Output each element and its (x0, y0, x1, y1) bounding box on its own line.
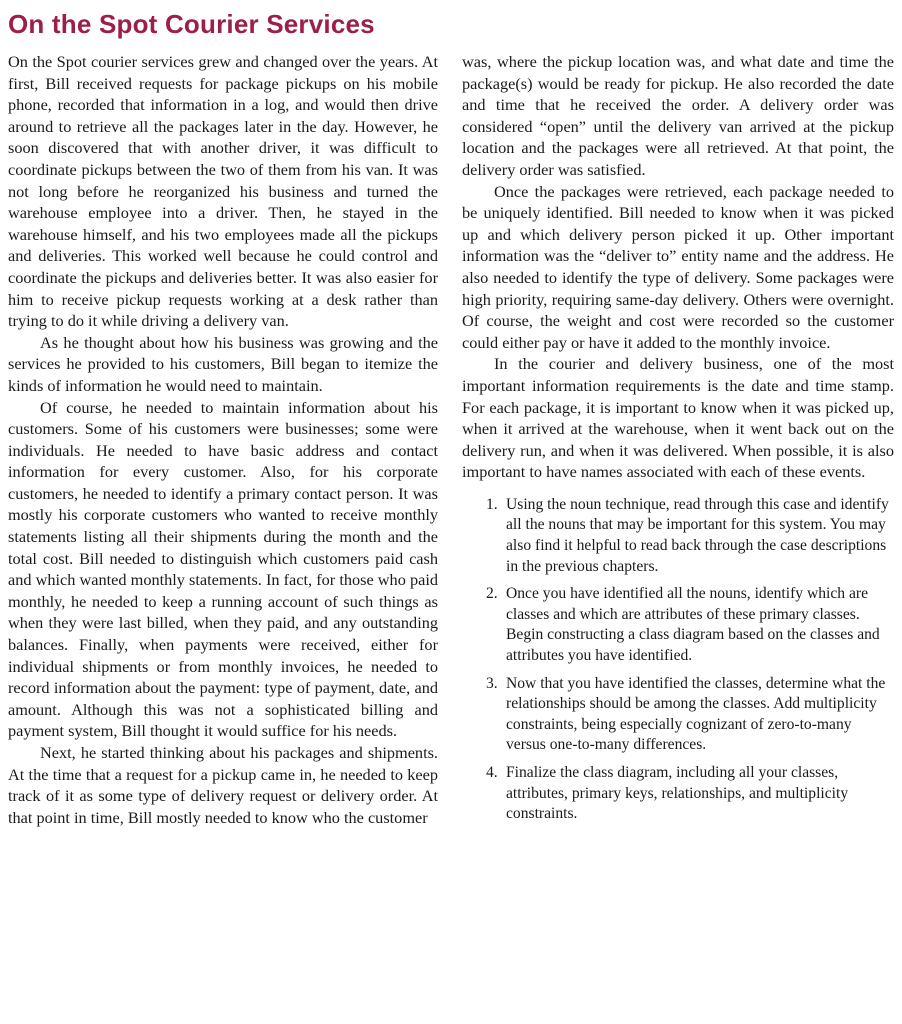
paragraph: Of course, he needed to maintain information about his customers. Some of his customers were businesses; some were individuals. He needed to have basic address and contact information for every customer. Also, for his corporate customers, he needed to identify a primary contact person. It was mostly his corporate customers who wanted to receive monthly statements listing all their shipments during the month and the total cost. Bill needed to distinguish which customers paid cash and which wanted monthly statements. In fact, for those who paid monthly, he needed to keep a running account of such things as when they were last billed, when they paid, and any outstanding balances. Finally, when payments were received, either for individual shipments or from monthly invoices, he needed to record information about the payment: type of payment, date, and amount. Although this was not a sophisticated billing and payment system, Bill thought it would suffice for his needs. (8, 397, 438, 741)
paragraph: On the Spot courier services grew and changed over the years. At first, Bill received requests for package pickups on his mobile phone, recorded that information in a log, and would then drive around to retrieve all the packages later in the day. However, he soon discovered that with another driver, it was difficult to coordinate pickups between the two of them from his van. It was not long before he reorganized his business and turned the warehouse employee into a driver. Then, he stayed in the warehouse himself, and his two employees made all the pickups and deliveries. This worked well because he could control and coordinate the pickups and deliveries better. It was also easier for him to receive pickup requests working at a desk rather than trying to do it while driving a delivery van. (8, 52, 438, 331)
question-item (462, 763, 894, 825)
question-number: 4. (486, 764, 498, 781)
question-list (462, 495, 894, 825)
paragraph: was, where the pickup location was, and what date and time the package(s) would be ready for pickup. He also recorded the date and time that he received the order. A delivery order was considered “open” until the delivery van arrived at the pickup location and the packages were all retrieved. At that point, the delivery order was satisfied. (462, 52, 894, 179)
question-number: 2. (486, 585, 498, 603)
question-text: Finalize the class diagram, including all your classes, attributes, primary keys, relationships, and multiplicity constraints. (506, 764, 849, 823)
question-text: Once you have identified all the nouns, identify which are classes and which are attributes of these primary classes. Begin constructing a class diagram based on the classes and attributes you have identified. (506, 585, 880, 665)
question-item (462, 674, 894, 756)
question-text: Now that you have identified the classes, determine what the relationships should be among the classes. Add multiplicity constraints, being especially cognizant of zero-to-many versus one-to-many differences. (506, 674, 886, 754)
question-number: 1. (486, 495, 498, 513)
question-item (462, 584, 894, 666)
left-column (8, 51, 438, 828)
paragraph: Once the packages were retrieved, each package needed to be uniquely identified. Bill needed to know when it was picked up and which delivery person picked it up. Other important information was the “deliver to” entity name and the address. He also needed to identify the type of delivery. Some packages were high priority, requiring same-day delivery. Others were overnight. Of course, the weight and cost were recorded so the customer could either pay or have it added to the monthly invoice. (462, 181, 894, 352)
question-item (462, 495, 894, 577)
right-column (462, 51, 894, 832)
question-number: 3. (486, 674, 498, 692)
paragraph: As he thought about how his business was growing and the services he provided to his customers, Bill began to itemize the kinds of information he would need to maintain. (8, 332, 438, 395)
paragraph: Next, he started thinking about his packages and shipments. At the time that a request for a pickup came in, he needed to keep track of it as some type of delivery request or delivery order. At that point in time, Bill mostly needed to know who the customer (8, 743, 438, 827)
case-title: On the Spot Courier Services (8, 9, 375, 39)
question-text: Using the noun technique, read through this case and identify all the nouns that may be important for this system. You may also find it helpful to read back through the case descriptions in the previous chapters. (506, 495, 889, 575)
paragraph: In the courier and delivery business, one of the most important information requirements is the date and time stamp. For each package, it is important to know when it was picked up, when it arrived at the warehouse, when it went back out on the delivery run, and when it was delivered. When possible, it is also important to have names associated with each of these events. (462, 354, 894, 482)
